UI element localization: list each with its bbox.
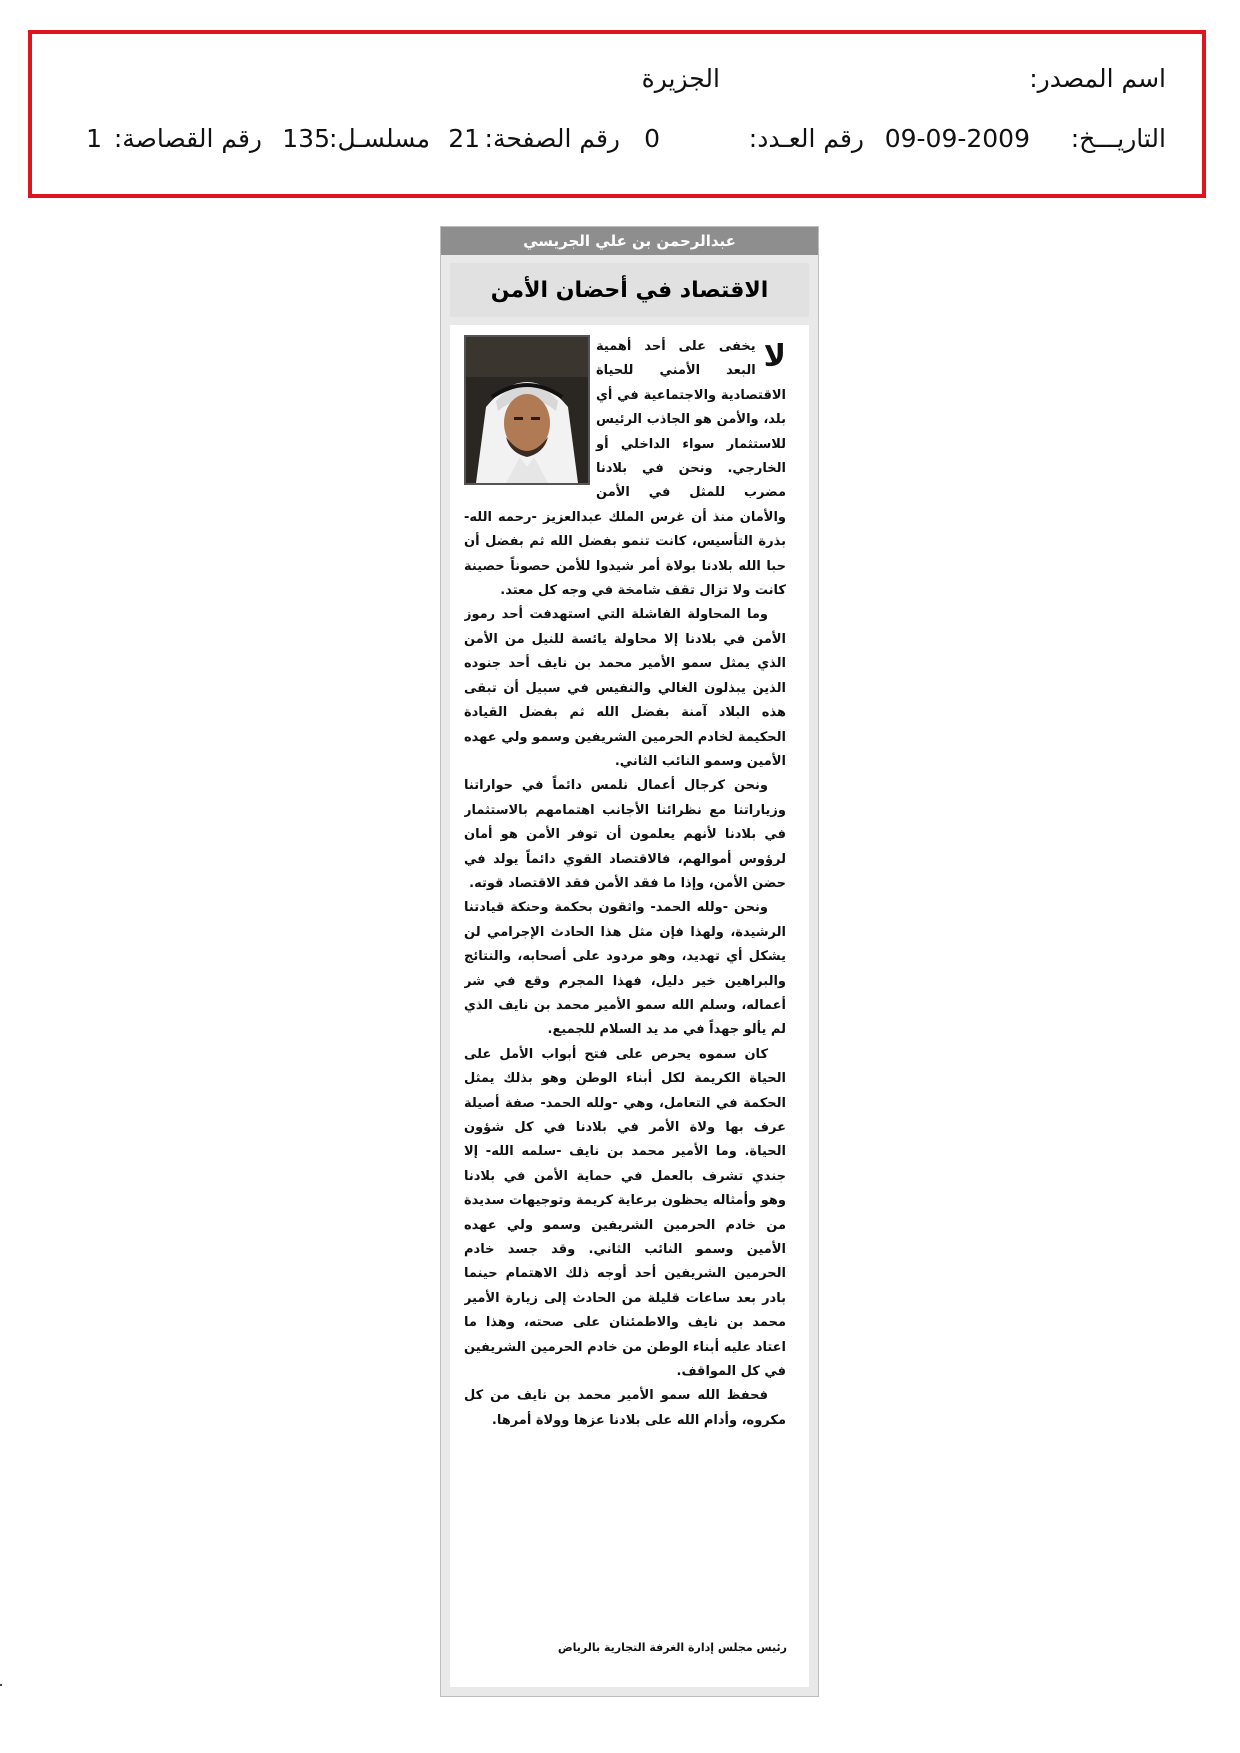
article-paragraph: ونحن -ولله الحمد- واثقون بحكمة وحنكة قيادتنا الرشيدة، ولهذا فإن مثل هذا الحادث الإجرامي لن يشكل أي تهديد، وهو مردود على أصحابه، والنتائج والبراهين خير دليل، فهذا المجرم وقع في شر أعماله، وسلم الله سمو الأمير محمد بن نايف الذي لم يألو جهداً في مد يد السلام للجميع. [464,900,786,1038]
drop-cap: لا [763,339,786,374]
issue-value: 0 [644,124,660,153]
page-value: 21 [448,124,480,153]
source-label: اسم المصدر: [1029,64,1166,93]
source-value: الجزيرة [641,64,720,93]
article-paragraph: وما المحاولة الفاشلة التي استهدفت أحد رموز الأمن في بلادنا إلا محاولة يائسة للنيل من الأمن الذي يمثل سمو الأمير محمد بن نايف أحد جنوده الذين يبذلون الغالي والنفيس في سبيل أن تبقى هذه البلاد آمنة بفضل الله ثم بفضل القيادة الحكيمة لخادم الحرمين الشريفين وسمو ولي عهده الأمين وسمو النائب الثاني. [464,607,786,769]
article-title: الاقتصاد في أحضان الأمن [450,263,809,317]
serial-label: مسلسـل: [329,124,430,153]
article-card [440,226,819,1697]
author-signature: رئيس مجلس إدارة الغرفة التجارية بالرياض [557,1641,787,1654]
clipping-info-box [28,30,1206,198]
date-value: 09-09-2009 [884,124,1030,153]
issue-label: رقم العـدد: [748,124,864,153]
date-label: التاريـــخ: [1070,124,1166,153]
article-paragraph: كان سموه يحرص على فتح أبواب الأمل على الحياة الكريمة لكل أبناء الوطن وهو بذلك يمثل الحكمة في التعامل، وهي -ولله الحمد- صفة أصيلة عرف بها ولاة الأمر في بلادنا في كل شؤون الحياة. وما الأمير محمد بن نايف -سلمه الله- إلا جندي تشرف بالعمل في حماية الأمن في بلادنا وهو وأمثاله يحظون برعاية كريمة وتوجيهات سديدة من خادم الحرمين الشريفين وسمو ولي عهده الأمين وسمو النائب الثاني. وقد جسد خادم الحرمين الشريفين أحد أوجه ذلك الاهتمام حينما بادر بعد ساعات قليلة من الحادث إلى زيارة الأمير محمد بن نايف والاطمئنان على صحته، وهذا ما اعتاد عليه أبناء الوطن من خادم الحرمين الشريفين في كل المواقف. [464,1046,786,1380]
page-label: رقم الصفحة: [484,124,620,153]
serial-value: 135 [282,124,330,153]
scan-dot [0,1684,2,1686]
author-name: عبدالرحمن بن علي الجريسي [441,227,818,255]
article-paragraph: ونحن كرجال أعمال نلمس دائماً في حواراتنا وزياراتنا مع نظرائنا الأجانب اهتمامهم بالاستثمار في بلادنا لأنهم يعلمون أن توفر الأمن هو أمان لرؤوس أموالهم، فالاقتصاد القوي دائماً يولد في حضن الأمن، وإذا ما فقد الأمن فقد الاقتصاد قوته. [464,778,786,891]
article-body-panel [450,325,809,1687]
clipping-label: رقم القصاصة: [113,124,262,153]
article-paragraph: فحفظ الله سمو الأمير محمد بن نايف من كل مكروه، وأدام الله على بلادنا عزها وولاة أمرها. [464,1388,786,1428]
clipping-value: 1 [86,124,102,153]
article-paragraph: يخفى على أحد أهمية البعد الأمني للحياة الاقتصادية والاجتماعية في أي بلد، والأمن هو الجاذب الرئيس للاستثمار سواء الداخلي أو الخارجي. ونحن في بلادنا مضرب للمثل في الأمن والأمان منذ أن غرس الملك عبدالعزيز -رحمه الله- بذرة التأسيس، كانت تنمو بفضل الله ثم بفضل أن حبا الله بلادنا بولاة أمر شيدوا للأمن حصوناً حصينة كانت ولا تزال تقف شامخة في وجه كل معتد. [464,339,786,599]
article-text [464,335,786,1605]
